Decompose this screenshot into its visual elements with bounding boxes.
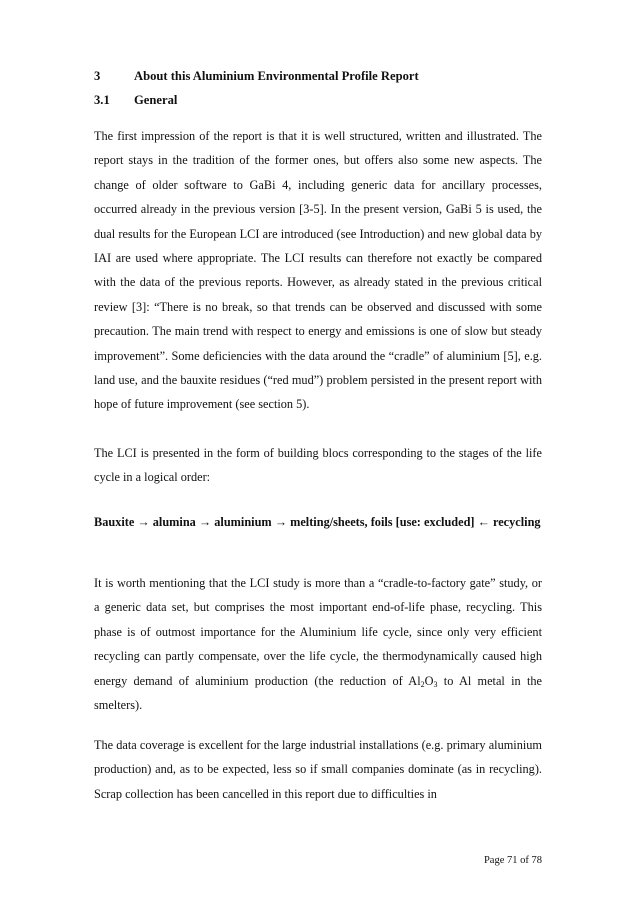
paragraph-1: The first impression of the report is that it is well structured, written and illustrated. The report stays in the tradition of the former ones, but offers also some new aspects. The change of older software to GaBi 4, including generic data for ancillary processes, occurred already in the previous version [3-5]. In the present version, GaBi 5 is used, the dual results for the European LCI are introduced (see Introduction) and new global data by IAI are used where appropriate. The LCI results can therefore not exactly be compared with the data of the previous reports. However, as already stated in the previous critical review [3]: “There is no break, so that trends can be observed and discussed with some precaution. The main trend with respect to energy and emissions is one of slow but steady improvement”. Some deficiencies with the data around the “cradle” of aluminium [5], e.g. land use, and the bauxite residues (“red mud”) problem persisted in the present report with hope of future improvement (see section 5). xyxy=(94,129,542,412)
subsection-heading xyxy=(94,92,177,108)
section-title: About this Aluminium Environmental Profile Report xyxy=(134,69,419,83)
process-flow: Bauxite → alumina → aluminium → melting/sheets, foils [use: excluded] ← recycling xyxy=(94,515,541,529)
section-heading xyxy=(94,68,419,84)
paragraph-4: The data coverage is excellent for the large industrial installations (e.g. primary aluminium production) and, as to be expected, less so if small companies dominate (as in recycling). Scrap collection has been cancelled in this report due to difficulties in xyxy=(94,738,542,801)
paragraph-2: The LCI is presented in the form of building blocs corresponding to the stages of the life cycle in a logical order: xyxy=(94,446,542,485)
subsection-number: 3.1 xyxy=(94,93,110,107)
page-number: Page 71 of 78 xyxy=(483,855,542,866)
paragraph-3: It is worth mentioning that the LCI study is more than a “cradle-to-factory gate” study, or a generic data set, but comprises the most important end-of-life phase, recycling. This phase is of outmost importance for the Aluminium life cycle, since only very efficient recycling can partly compensate, over the life cycle, the thermodynamically caused high energy demand of aluminium production (the reduction of $Al_2O_3$ to Al metal in the smelters). xyxy=(94,576,542,713)
section-number: 3 xyxy=(94,69,101,83)
subsection-title: General xyxy=(134,93,178,107)
